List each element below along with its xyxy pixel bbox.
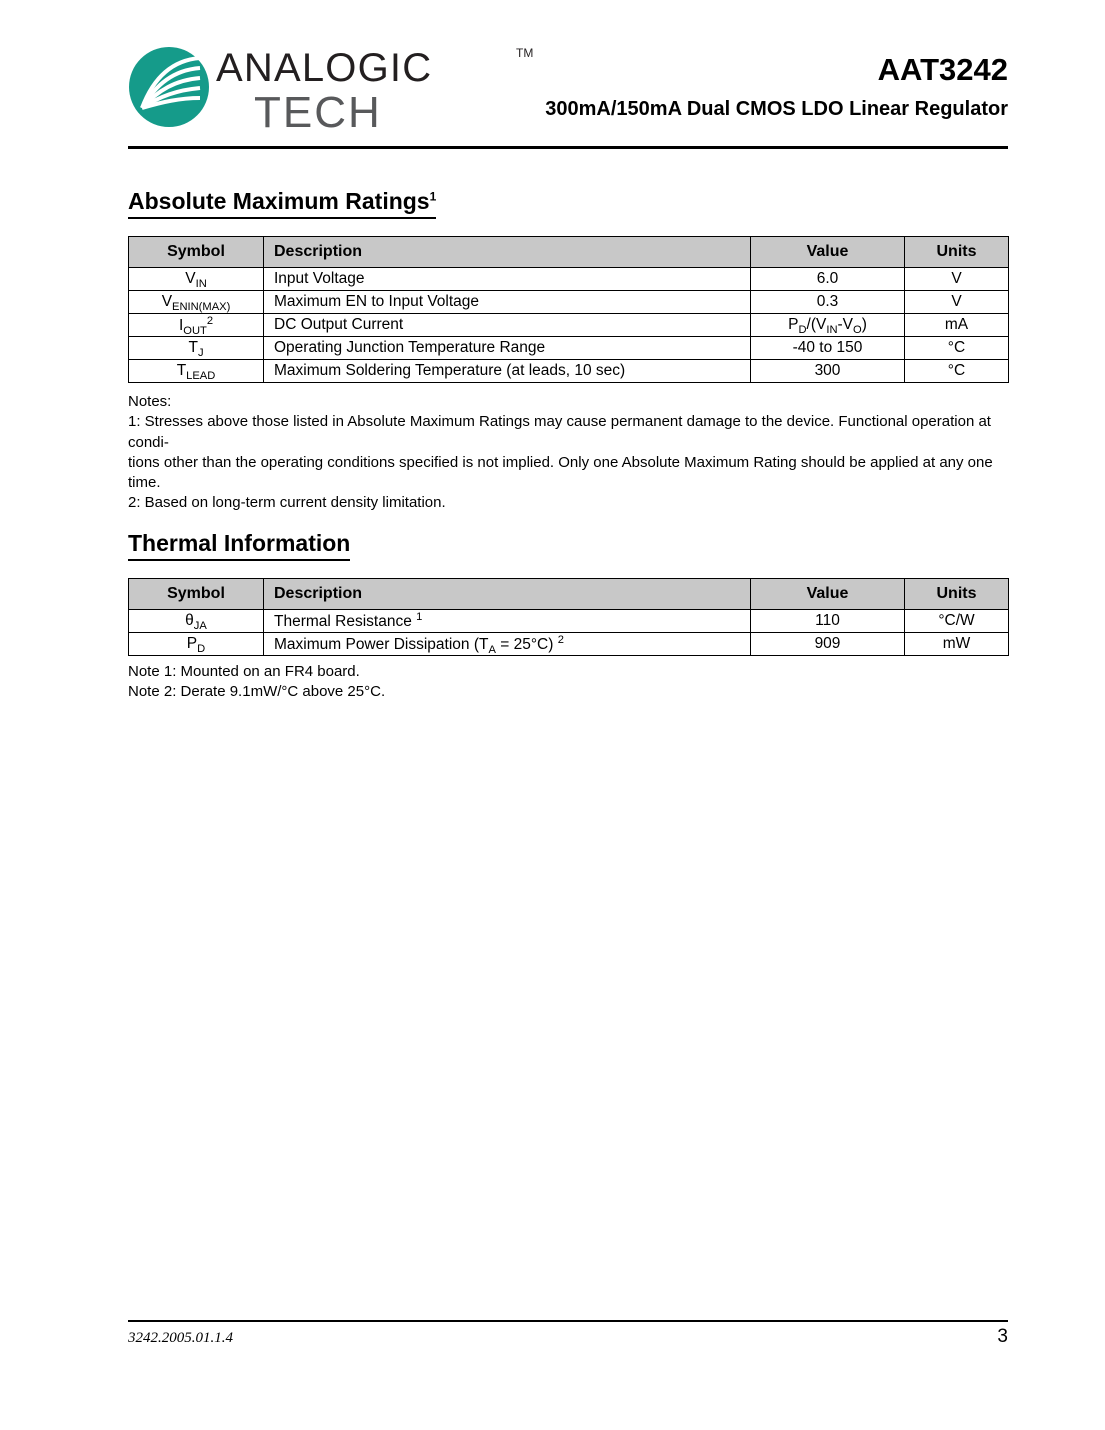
- absolute-maximum-ratings-table: [128, 236, 1009, 383]
- section-title-absolute-maximum-ratings: [128, 188, 436, 219]
- cell-units: mW: [905, 633, 1009, 656]
- symbol-subscript: OUT: [183, 324, 207, 337]
- symbol-subscript: D: [197, 642, 206, 655]
- table-row: [129, 314, 1009, 337]
- cell-units: °C: [905, 337, 1009, 360]
- symbol-main: V: [161, 293, 173, 310]
- symbol-note: 2: [206, 314, 214, 327]
- note-line: 2: Based on long-term current density limitation.: [128, 494, 446, 512]
- column-header-value: Value: [751, 579, 905, 610]
- cell-units: V: [905, 291, 1009, 314]
- cell-symbol: [129, 314, 264, 337]
- symbol-subscript: IN: [195, 277, 207, 290]
- table-header-row: [129, 237, 1009, 268]
- table-row: [129, 268, 1009, 291]
- brand-trademark-symbol: TM: [516, 46, 534, 60]
- footer-divider: [128, 1320, 1008, 1322]
- table-row: [129, 291, 1009, 314]
- header-divider: [128, 146, 1008, 149]
- abs-max-title-text: Absolute Maximum Ratings: [128, 188, 430, 214]
- column-header-description: Description: [264, 237, 751, 268]
- cell-description: Operating Junction Temperature Range: [264, 337, 751, 360]
- cell-symbol: [129, 291, 264, 314]
- logo-wordmark: [216, 42, 546, 138]
- table-header-row: [129, 579, 1009, 610]
- cell-symbol: [129, 633, 264, 656]
- cell-value: 0.3: [751, 291, 905, 314]
- cell-symbol: [129, 360, 264, 383]
- page-header: [128, 42, 1008, 142]
- symbol-main: T: [188, 339, 198, 356]
- absolute-maximum-ratings-notes: [128, 392, 1018, 514]
- symbol-subscript: JA: [193, 619, 207, 632]
- table-row: [129, 633, 1009, 656]
- cell-description: Input Voltage: [264, 268, 751, 291]
- cell-units: mA: [905, 314, 1009, 337]
- cell-value: $P_D/(V_{IN}-V_O)$: [751, 314, 905, 337]
- column-header-value: Value: [751, 237, 905, 268]
- cell-symbol: [129, 268, 264, 291]
- cell-value: 909: [751, 633, 905, 656]
- cell-value: -40 to 150: [751, 337, 905, 360]
- footer-document-code: 3242.2005.01.1.4: [128, 1330, 233, 1346]
- thermal-information-notes: [128, 662, 1018, 703]
- note-line: 1: Stresses above those listed in Absolute Maximum Ratings may cause permanent damage to the device. Functional operation at condi-: [128, 413, 991, 451]
- symbol-subscript: J: [197, 346, 204, 359]
- note-line: tions other than the operating conditions specified is not implied. Only one Absolute Maximum Rating should be applied at any one time.: [128, 453, 993, 491]
- cell-value: 300: [751, 360, 905, 383]
- symbol-main: θ: [185, 612, 194, 629]
- cell-value: 6.0: [751, 268, 905, 291]
- thermal-information-table: [128, 578, 1009, 656]
- cell-description: Maximum Soldering Temperature (at leads, 10 sec): [264, 360, 751, 383]
- part-subtitle: 300mA/150mA Dual CMOS LDO Linear Regulator: [545, 98, 1008, 120]
- symbol-main: P: [186, 635, 198, 652]
- description-text: Thermal Resistance: [274, 613, 417, 631]
- cell-description: [264, 610, 751, 633]
- section-title-thermal-information: Thermal Information: [128, 530, 350, 561]
- column-header-units: Units: [905, 579, 1009, 610]
- cell-value: 110: [751, 610, 905, 633]
- cell-units: °C: [905, 360, 1009, 383]
- note-line: Note 1: Mounted on an FR4 board.: [128, 663, 360, 680]
- table-row: [129, 610, 1009, 633]
- brand-analogic-text: ANALOGIC: [216, 46, 433, 90]
- table-row: [129, 360, 1009, 383]
- description-note: 1: [416, 610, 423, 623]
- cell-units: V: [905, 268, 1009, 291]
- symbol-subscript: LEAD: [186, 369, 216, 382]
- cell-units: °C/W: [905, 610, 1009, 633]
- part-number: AAT3242: [877, 52, 1008, 87]
- brand-tech-text: TECH: [254, 88, 382, 137]
- symbol-subscript: ENIN(MAX): [172, 300, 231, 313]
- cell-symbol: [129, 610, 264, 633]
- cell-description: Maximum Power Dissipation $(T_A = 25^\circ C)$ $^2$: [264, 633, 751, 656]
- column-header-units: Units: [905, 237, 1009, 268]
- company-logo: [128, 42, 548, 138]
- column-header-symbol: Symbol: [129, 579, 264, 610]
- column-header-symbol: Symbol: [129, 237, 264, 268]
- notes-heading: Notes:: [128, 393, 172, 410]
- symbol-main: V: [185, 270, 196, 287]
- note-line: Note 2: Derate 9.1mW/°C above 25°C.: [128, 683, 386, 701]
- cell-description: DC Output Current: [264, 314, 751, 337]
- cell-symbol: [129, 337, 264, 360]
- cell-description: Maximum EN to Input Voltage: [264, 291, 751, 314]
- footer-page-number: 3: [997, 1326, 1008, 1347]
- column-header-description: Description: [264, 579, 751, 610]
- symbol-main: I: [178, 317, 184, 335]
- table-row: [129, 337, 1009, 360]
- symbol-main: T: [176, 362, 187, 379]
- abs-max-title-note: 1: [429, 189, 437, 204]
- description-note: 2: [557, 633, 564, 646]
- logo-mark-icon: [128, 46, 210, 128]
